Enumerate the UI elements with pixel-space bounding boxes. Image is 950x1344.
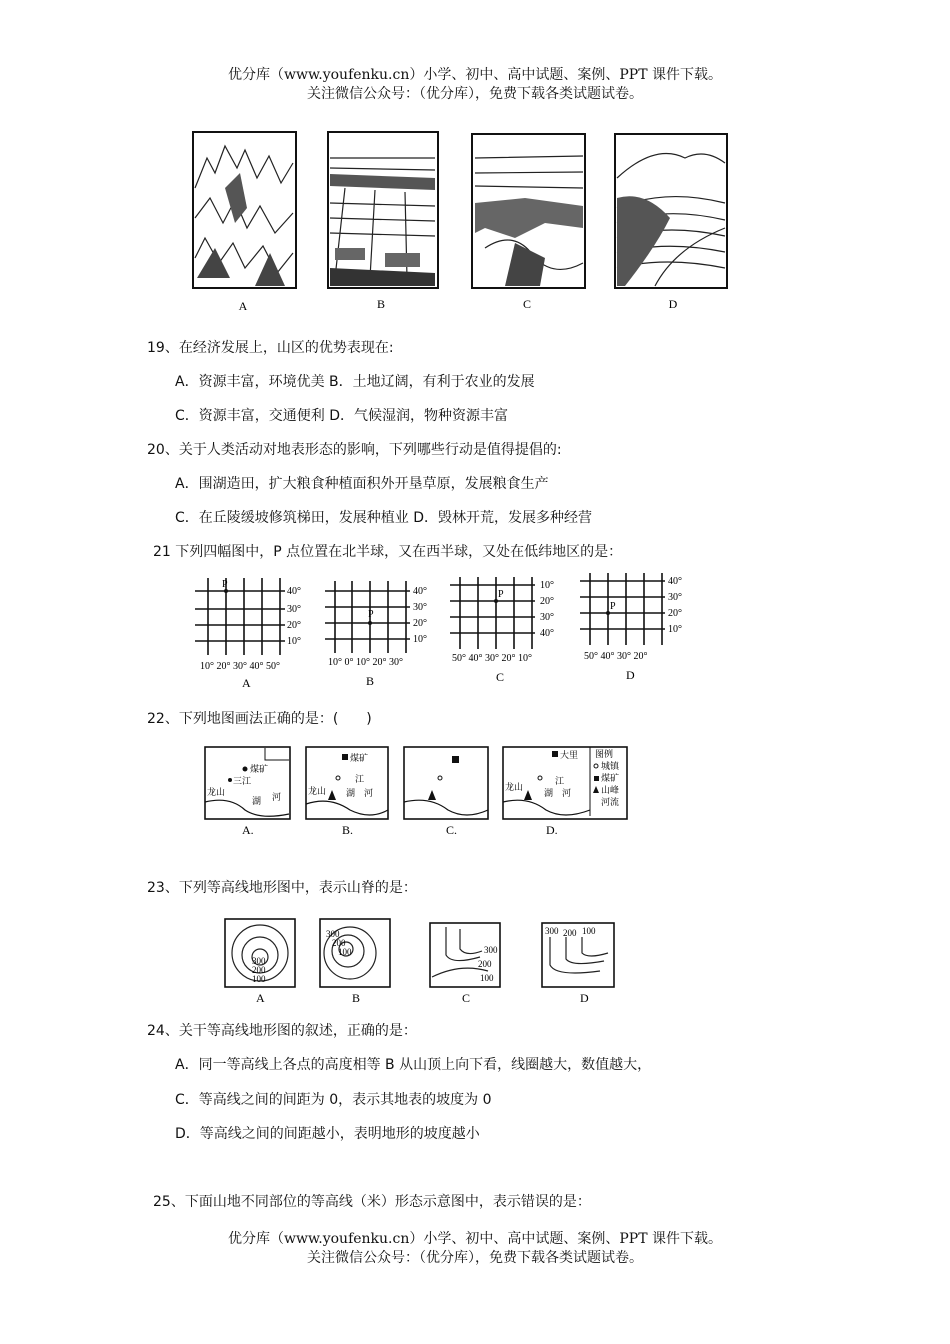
- landscape-label-c: C: [522, 297, 532, 311]
- q21-a-lon: 10° 20° 30° 40° 50°: [200, 661, 280, 672]
- q23-d-v1: 300: [545, 926, 559, 936]
- q22-a-t3: 龙山: [207, 788, 226, 798]
- landscape-figure: [185, 128, 745, 318]
- q22-map-a: [205, 747, 290, 837]
- footer-line-1: 优分库（www.youfenku.cn）小学、初中、高中试题、案例、PPT 课件下载。: [227, 1231, 722, 1247]
- q23-c-v2: 200: [478, 959, 492, 969]
- q23-d-v3: 100: [582, 926, 596, 936]
- q22-legend-river: 河流: [601, 798, 620, 808]
- q22-a-t2: 三江: [233, 777, 252, 787]
- q22-d-t3: 龙山: [505, 783, 524, 793]
- q22-b-t5: 河: [364, 789, 374, 799]
- q22-b-t1: 煤矿: [350, 754, 369, 764]
- q22-map-d: [503, 747, 627, 837]
- q21-d-lat-3: 20°: [668, 608, 682, 619]
- q21-c-lat-4: 40°: [540, 628, 554, 639]
- q21-d-lat-4: 10°: [668, 624, 682, 635]
- q21-a-label: A: [242, 676, 251, 690]
- landscape-label-b: B: [376, 297, 386, 311]
- q23-b-label: B: [352, 991, 361, 1005]
- q23-stem: 23、下列等高线地形图中，表示山脊的是：: [147, 880, 417, 896]
- q23-d-v2: 200: [563, 928, 577, 938]
- q22-b-t3: 龙山: [308, 787, 327, 797]
- q22-d-t5: 河: [562, 789, 572, 799]
- q21-a-lat-2: 30°: [287, 604, 301, 615]
- q22-map-c: [404, 747, 488, 837]
- q21-b-lon: 10° 0° 10° 20° 30°: [328, 657, 403, 668]
- q21-grid-d: [580, 573, 682, 682]
- q22-d-t1: 大里: [560, 751, 579, 761]
- q21-grid-b: [325, 581, 427, 688]
- q21-d-lon: 50° 40° 30° 20°: [584, 651, 648, 662]
- q21-b-lat-1: 40°: [413, 586, 427, 597]
- q19-option-ab: A．资源丰富，环境优美 B．土地辽阔，有利于农业的发展: [175, 374, 535, 390]
- q22-a-t1: 煤矿: [250, 765, 269, 775]
- q22-legend-town: 城镇: [601, 762, 620, 772]
- q22-d-t2: 江: [555, 777, 565, 787]
- q23-c-label: C: [462, 991, 471, 1005]
- q23-contour-c: [430, 923, 500, 1005]
- landscape-panel-a: [193, 132, 296, 288]
- q23-figure: [220, 915, 630, 1005]
- q22-b-label: B.: [342, 823, 354, 837]
- q23-a-v3: 100: [252, 974, 266, 984]
- page-header: [0, 66, 950, 104]
- q22-b-t2: 江: [355, 775, 365, 785]
- q21-c-lat-3: 30°: [540, 612, 554, 623]
- q21-b-lat-3: 20°: [413, 618, 427, 629]
- q23-c-v3: 100: [480, 973, 494, 983]
- q21-figure: [190, 573, 710, 693]
- q21-a-lat-1: 40°: [287, 586, 301, 597]
- q21-a-point: P: [222, 579, 228, 590]
- q19-stem: 19、在经济发展上，山区的优势表现在:: [147, 340, 394, 356]
- q23-b-v3: 100: [338, 947, 352, 957]
- q21-c-lat-1: 10°: [540, 580, 554, 591]
- landscape-panel-c: [472, 134, 585, 288]
- q20-stem: 20、关于人类活动对地表形态的影响，下列哪些行动是值得提倡的:: [147, 442, 562, 458]
- q21-d-label: D: [626, 668, 635, 682]
- q21-c-point: P: [498, 589, 504, 600]
- q22-map-b: [306, 747, 388, 837]
- q22-d-t4: 湖: [544, 789, 554, 799]
- q22-stem: 22、下列地图画法正确的是：( ): [147, 711, 372, 727]
- q22-legend-peak: 山峰: [601, 786, 620, 796]
- landscape-label-a: A: [238, 299, 248, 313]
- q24-option-ab: A．同一等高线上各点的高度相等 B 从山顶上向下看，线圈越大，数值越大，: [175, 1057, 652, 1073]
- q21-d-point: P: [610, 601, 616, 612]
- q22-figure: [200, 744, 640, 840]
- q21-grid-a: [195, 578, 301, 690]
- q21-d-lat-2: 30°: [668, 592, 682, 603]
- q21-c-lat-2: 20°: [540, 596, 554, 607]
- q21-b-point: P: [368, 609, 374, 620]
- q23-contour-a: [225, 919, 295, 1005]
- q21-b-label: B: [366, 674, 375, 688]
- q21-b-lat-4: 10°: [413, 634, 427, 645]
- q22-a-t5: 河: [272, 793, 282, 803]
- q24-option-d: D．等高线之间的间距越小，表明地形的坡度越小: [175, 1126, 480, 1142]
- q20-option-cd: C．在丘陵缓坡修筑梯田，发展种植业 D．毁林开荒，发展多种经营: [175, 510, 593, 526]
- q23-contour-b: [320, 919, 390, 1005]
- q22-d-label: D.: [546, 823, 558, 837]
- q24-option-c: C．等高线之间的间距为 0，表示其地表的坡度为 0: [175, 1092, 492, 1108]
- q23-b-v2: 200: [332, 938, 346, 948]
- q23-b-v1: 300: [326, 929, 340, 939]
- q22-a-label: A.: [242, 823, 254, 837]
- landscape-panel-d: [615, 134, 727, 288]
- q23-a-v2: 200: [252, 965, 266, 975]
- header-line-1: 优分库（www.youfenku.cn）小学、初中、高中试题、案例、PPT 课件下载。: [227, 67, 722, 83]
- header-line-2: 关注微信公众号：（优分库），免费下载各类试题试卷。: [307, 86, 643, 102]
- landscape-label-d: D: [668, 297, 678, 311]
- q23-contour-d: [542, 923, 614, 1005]
- q20-option-ab: A．围湖造田，扩大粮食种植面积外开垦草原，发展粮食生产: [175, 476, 549, 492]
- q22-b-t4: 湖: [346, 789, 356, 799]
- q23-d-label: D: [580, 991, 589, 1005]
- q21-grid-c: [450, 577, 554, 684]
- q21-stem: 21 下列四幅图中，P 点位置在北半球，又在西半球，又处在低纬地区的是：: [153, 544, 623, 560]
- q21-a-lat-3: 20°: [287, 620, 301, 631]
- q23-c-v1: 300: [484, 945, 498, 955]
- q23-a-v1: 300: [252, 956, 266, 966]
- q24-stem: 24、关干等高线地形图的叙述，正确的是：: [147, 1023, 417, 1039]
- q21-d-lat-1: 40°: [668, 576, 682, 587]
- q21-a-lat-4: 10°: [287, 636, 301, 647]
- q22-legend-mine: 煤矿: [601, 774, 620, 784]
- q22-legend-title: 图例: [595, 750, 614, 760]
- q25-stem: 25、下面山地不同部位的等高线（米）形态示意图中，表示错误的是：: [153, 1194, 591, 1210]
- q21-c-lon: 50° 40° 30° 20° 10°: [452, 653, 532, 664]
- q22-a-t4: 湖: [252, 797, 262, 807]
- footer-line-2: 关注微信公众号：（优分库），免费下载各类试题试卷。: [307, 1250, 643, 1266]
- q23-a-label: A: [256, 991, 265, 1005]
- page-footer: [0, 1230, 950, 1268]
- q22-c-label: C.: [446, 823, 458, 837]
- landscape-panel-b: [328, 132, 438, 288]
- q21-b-lat-2: 30°: [413, 602, 427, 613]
- q21-c-label: C: [496, 670, 505, 684]
- q19-option-cd: C．资源丰富，交通便利 D．气候湿润，物种资源丰富: [175, 408, 509, 424]
